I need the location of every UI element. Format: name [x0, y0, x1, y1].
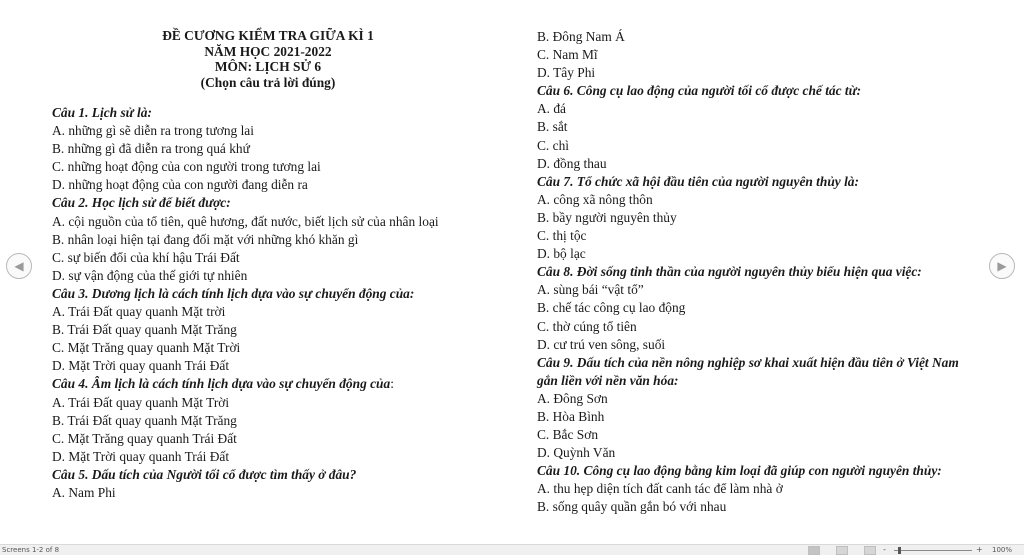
answer-5b: B. Đông Nam Á: [537, 29, 625, 44]
school-year: NĂM HỌC 2021-2022: [204, 43, 332, 59]
question-5: Câu 5. Dấu tích của Người tối cổ được tìm thấy ở đâu?: [52, 466, 357, 482]
answer-6b: B. sắt: [537, 119, 568, 135]
chevron-left-icon: ◀: [14, 259, 24, 273]
question-2: Câu 2. Học lịch sử để biết được:: [52, 195, 231, 211]
print-layout-view-button[interactable]: [836, 546, 848, 555]
zoom-slider-thumb[interactable]: [898, 547, 901, 554]
next-screen-button[interactable]: [989, 253, 1015, 279]
answer-4b: B. Trái Đất quay quanh Mặt Trăng: [52, 412, 237, 428]
answer-4c: C. Mặt Trăng quay quanh Trái Đất: [52, 430, 237, 446]
answer-8b: B. chế tác công cụ lao động: [537, 300, 686, 316]
answer-6a: A. đá: [537, 101, 567, 117]
answer-9d: D. Quỳnh Văn: [537, 445, 616, 461]
answer-5d: D. Tây Phi: [537, 65, 596, 81]
previous-screen-button[interactable]: [6, 253, 32, 279]
answer-6c: C. chì: [537, 137, 569, 153]
chevron-right-icon: ▶: [997, 259, 1007, 273]
question-8: Câu 8. Đời sống tinh thần của người nguyên thủy biểu hiện qua việc:: [537, 264, 922, 280]
answer-5a: A. Nam Phi: [52, 484, 116, 500]
left-column: [52, 28, 492, 502]
answer-9c: C. Bắc Sơn: [537, 427, 599, 443]
subject: MÔN: LỊCH SỬ 6: [214, 59, 322, 74]
answer-8c: C. thờ cúng tổ tiên: [537, 318, 637, 334]
answer-7d: D. bộ lạc: [537, 246, 586, 262]
answer-10b: B. sống quây quần gắn bó với nhau: [537, 499, 727, 515]
answer-4a: A. Trái Đất quay quanh Mặt Trời: [52, 394, 230, 410]
question-1: Câu 1. Lịch sử là:: [52, 105, 152, 120]
answer-2d: D. sự vận động của thế giới tự nhiên: [52, 267, 248, 283]
zoom-level[interactable]: 100%: [992, 546, 1013, 554]
answer-6d: D. đồng thau: [537, 155, 607, 171]
answer-3d: D. Mặt Trời quay quanh Trái Đất: [52, 358, 230, 374]
answer-9a: A. Đông Sơn: [537, 390, 608, 406]
answer-8a: A. sùng bái “vật tổ”: [537, 282, 644, 298]
zoom-slider[interactable]: [894, 550, 972, 551]
zoom-out-button[interactable]: -: [883, 545, 886, 554]
screen-counter: Screens 1-2 of 8: [2, 546, 60, 554]
question-3: Câu 3. Dương lịch là cách tính lịch dựa vào sự chuyển động của:: [52, 285, 415, 301]
question-4-line: [52, 375, 492, 393]
answer-7b: B. bầy người nguyên thủy: [537, 209, 677, 225]
read-mode-view-button[interactable]: [808, 546, 820, 555]
answer-2b: B. nhân loại hiện tại đang đối mặt với những khó khăn gì: [52, 231, 359, 247]
answer-9b: B. Hòa Bình: [537, 408, 605, 424]
answer-7c: C. thị tộc: [537, 228, 587, 244]
answer-1c: C. những hoạt động của con người trong tương lai: [52, 159, 321, 175]
answer-1b: B. những gì đã diễn ra trong quá khứ: [52, 141, 250, 157]
right-column: [537, 28, 987, 517]
status-bar: [0, 544, 1024, 555]
web-layout-view-button[interactable]: [864, 546, 876, 555]
answer-3a: A. Trái Đất quay quanh Mặt trời: [52, 304, 226, 320]
zoom-in-button[interactable]: +: [976, 545, 983, 554]
question-10: Câu 10. Công cụ lao động bằng kim loại đã giúp con người nguyên thủy:: [537, 463, 942, 479]
question-9: Câu 9. Dấu tích của nền nông nghiệp sơ khai xuất hiện đầu tiên ở Việt Nam: [537, 354, 959, 370]
answer-3b: B. Trái Đất quay quanh Mặt Trăng: [52, 322, 237, 338]
answer-3c: C. Mặt Trăng quay quanh Mặt Trời: [52, 340, 241, 356]
answer-1a: A. những gì sẽ diễn ra trong tương lai: [52, 123, 254, 139]
answer-2c: C. sự biến đổi của khí hậu Trái Đất: [52, 249, 240, 265]
question-9-continued: gắn liền với nền văn hóa:: [537, 372, 679, 388]
document-header: [52, 28, 484, 90]
answer-8d: D. cư trú ven sông, suối: [537, 336, 666, 352]
question-6: Câu 6. Công cụ lao động của người tối cổ được chế tác từ:: [537, 83, 862, 99]
document-title: ĐỀ CƯƠNG KIỂM TRA GIỮA KÌ 1: [162, 28, 374, 43]
answer-7a: A. công xã nông thôn: [537, 191, 653, 207]
question-7: Câu 7. Tổ chức xã hội đầu tiên của người nguyên thủy là:: [537, 173, 859, 189]
answer-2a: A. cội nguồn của tổ tiên, quê hương, đất nước, biết lịch sử của nhân loại: [52, 213, 439, 229]
answer-1d: D. những hoạt động của con người đang diễn ra: [52, 177, 308, 193]
answer-4d: D. Mặt Trời quay quanh Trái Đất: [52, 448, 230, 464]
question-4: Câu 4. Âm lịch là cách tính lịch dựa vào sự chuyển động của: [52, 376, 391, 392]
answer-5c: C. Nam Mĩ: [537, 47, 598, 63]
question-4-colon: :: [390, 376, 394, 392]
instruction: (Chọn câu trả lời đúng): [200, 74, 336, 90]
answer-10a: A. thu hẹp diện tích đất canh tác để làm nhà ở: [537, 481, 783, 497]
